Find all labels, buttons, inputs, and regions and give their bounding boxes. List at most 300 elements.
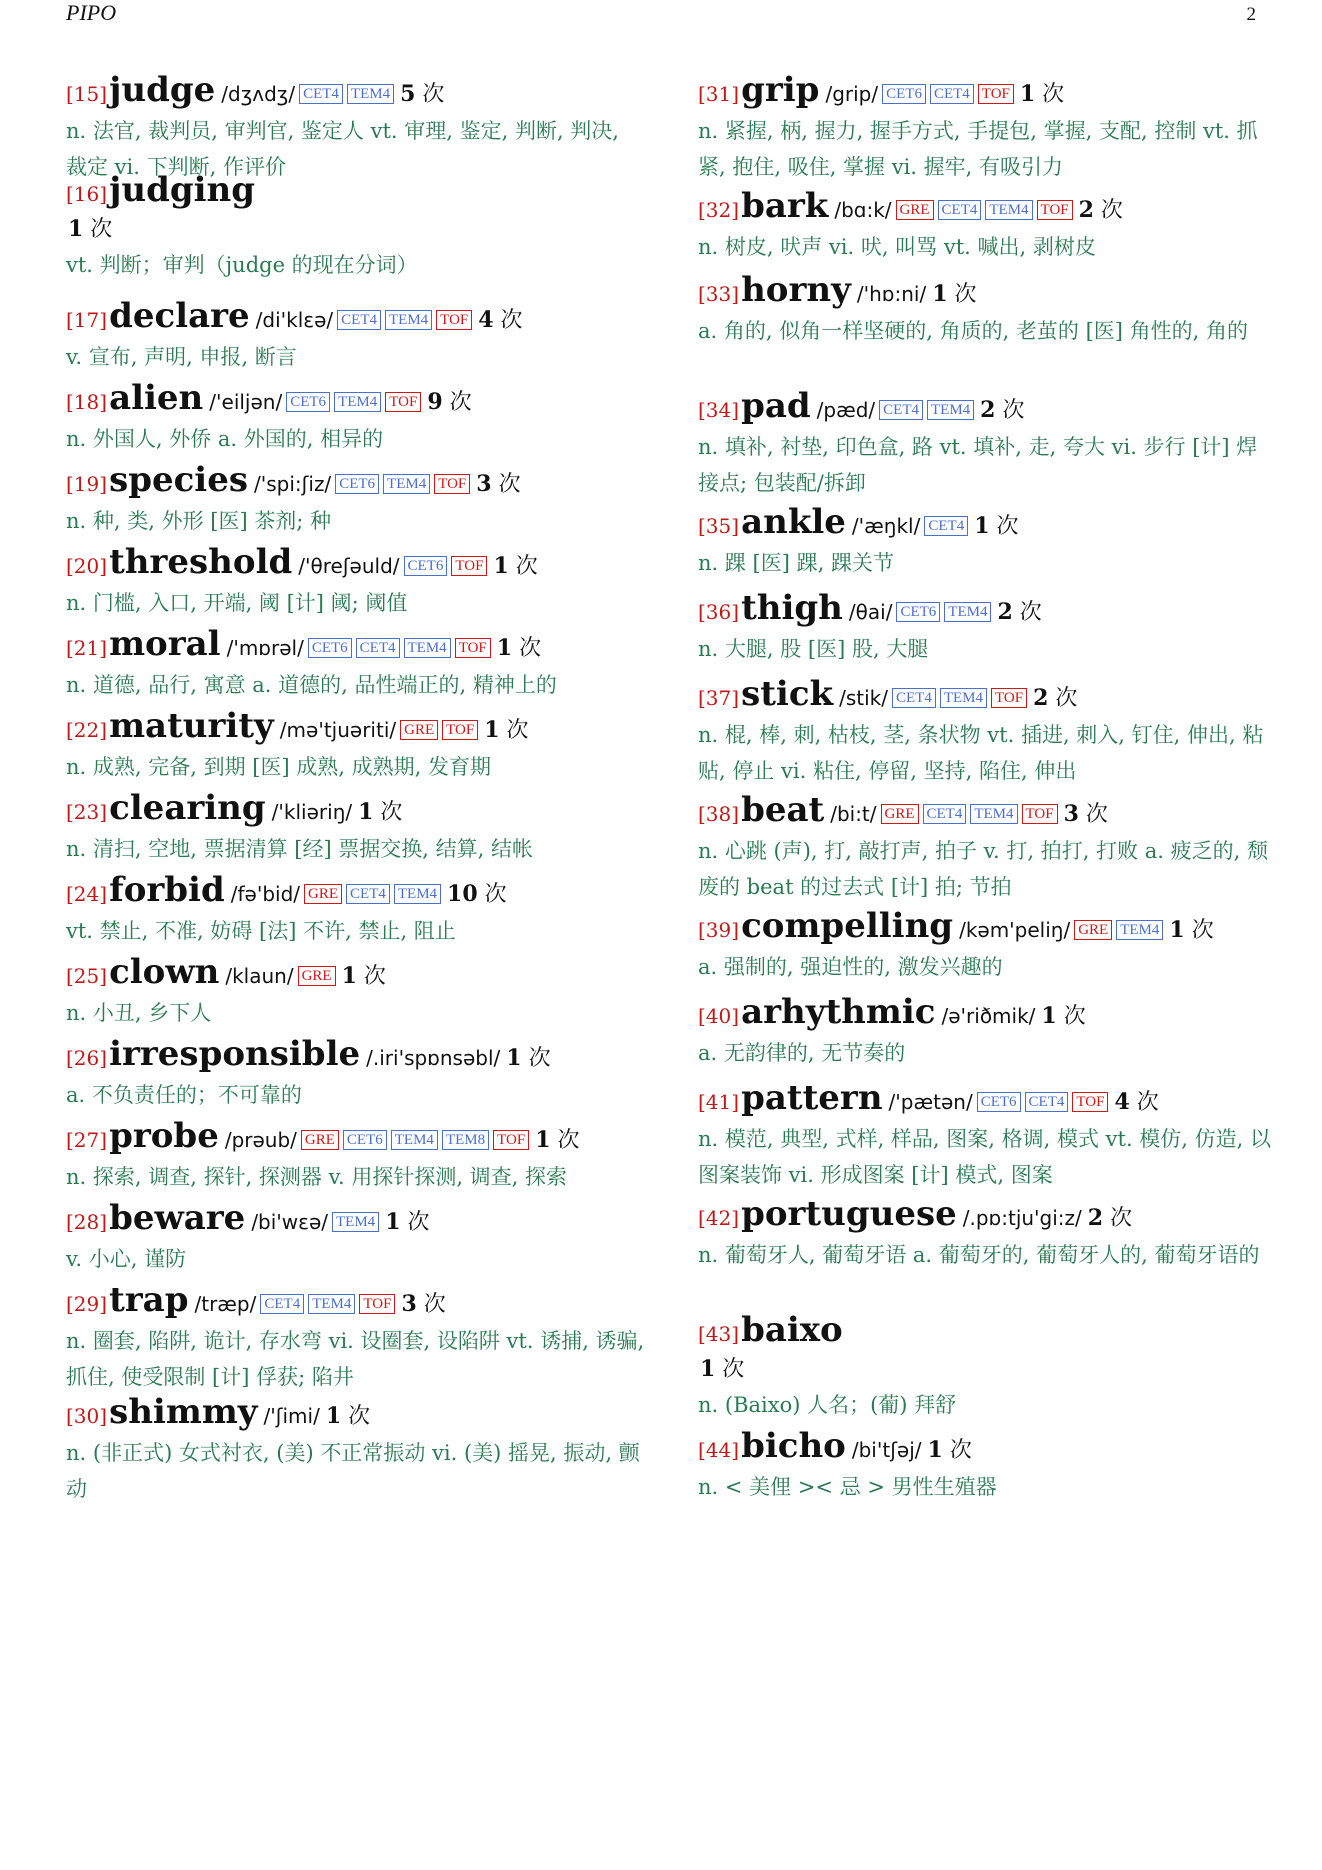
exam-tag: CET4 [892, 688, 936, 708]
definition: a. 无韵律的, 无节奏的 [698, 1041, 906, 1065]
exam-tag: TEM4 [332, 1212, 379, 1232]
frequency-unit: 次 [373, 800, 403, 825]
exam-tag: TOF [359, 1294, 395, 1314]
entry-header [66, 172, 646, 212]
definition: n. 道德, 品行, 寓意 a. 道德的, 品性端正的, 精神上的 [66, 673, 557, 697]
word-entry [698, 72, 1278, 185]
entry-index: [34] [698, 398, 740, 422]
entry-header [66, 72, 646, 113]
entry-index: [18] [66, 390, 108, 414]
headword: clearing [109, 788, 266, 828]
exam-tag: TOF [434, 474, 470, 494]
headword: trap [109, 1280, 189, 1320]
definition: n. 心跳 (声), 打, 敲打声, 拍子 v. 打, 拍打, 打败 a. 疲乏的, 颓废的 beat 的过去式 [计] 拍; 节拍 [698, 839, 1268, 899]
frequency-number: 1 [974, 513, 990, 539]
exam-tag: CET4 [356, 638, 400, 658]
headword: shimmy [109, 1392, 258, 1432]
frequency-count [1033, 680, 1077, 717]
entry-header [698, 1196, 1278, 1237]
entry-index: [26] [66, 1046, 108, 1070]
headword: pattern [741, 1078, 883, 1118]
word-entry [698, 590, 1278, 667]
frequency-unit: 次 [550, 1128, 580, 1153]
frequency-number: 1 [506, 1045, 522, 1071]
definition: n. 紧握, 柄, 握力, 握手方式, 手提包, 掌握, 支配, 控制 vt. 抓紧, 抱住, 吸住, 掌握 vi. 握牢, 有吸引力 [698, 119, 1258, 179]
frequency-count [427, 384, 471, 421]
frequency-count [1064, 796, 1108, 833]
exam-tag: CET4 [923, 804, 967, 824]
entry-header [698, 908, 1278, 949]
phonetic: /'spi:ʃiz/ [254, 472, 332, 496]
definition: n. < 美俚 >< 忌 > 男性生殖器 [698, 1475, 997, 1499]
entry-index: [33] [698, 282, 740, 306]
headword: arhythmic [741, 992, 936, 1032]
frequency-number: 1 [1019, 81, 1036, 107]
phonetic: /'æŋkl/ [851, 514, 921, 538]
exam-tag: TEM4 [383, 474, 430, 494]
word-entry [66, 954, 646, 1031]
exam-tag: CET4 [1025, 1092, 1069, 1112]
frequency-count [68, 217, 112, 242]
frequency-unit: 次 [477, 882, 507, 907]
exam-tag: CET6 [977, 1092, 1021, 1112]
definition: v. 小心, 谨防 [66, 1247, 187, 1271]
headword: judge [109, 70, 216, 110]
frequency-unit: 次 [715, 1357, 745, 1382]
headword: judging [109, 170, 256, 210]
exam-tag: CET6 [404, 556, 448, 576]
word-entry [698, 1196, 1278, 1273]
exam-tag: CET6 [308, 638, 352, 658]
entry-header [698, 792, 1278, 833]
entry-header [66, 1036, 646, 1077]
phonetic: /'hɒ:ni/ [856, 282, 927, 306]
frequency-count [484, 712, 528, 749]
definition: n. 棍, 棒, 刺, 枯枝, 茎, 条状物 vt. 插进, 刺入, 钉住, 伸出, 粘贴, 停止 vi. 粘住, 停留, 坚持, 陷住, 伸出 [698, 723, 1264, 783]
phonetic: /kəm'peliŋ/ [959, 918, 1071, 942]
frequency-count [358, 794, 402, 831]
phonetic: /fə'bid/ [230, 882, 301, 906]
exam-tag: GRE [881, 804, 919, 824]
phonetic: /klaun/ [225, 964, 294, 988]
phonetic: /bɑ:k/ [834, 198, 892, 222]
frequency-unit: 次 [493, 308, 523, 333]
frequency-number: 4 [1114, 1089, 1130, 1115]
entry-header [698, 388, 1278, 429]
frequency-number: 1 [700, 1356, 716, 1382]
exam-tag: TOF [455, 638, 491, 658]
word-entry [698, 188, 1278, 265]
entry-header [698, 994, 1278, 1035]
frequency-count [326, 1398, 370, 1435]
definition: n. 小丑, 乡下人 [66, 1001, 212, 1025]
phonetic: /ə'riðmik/ [941, 1004, 1036, 1028]
entry-index: [36] [698, 600, 740, 624]
frequency-number: 1 [493, 553, 509, 579]
definition: a. 强制的, 强迫性的, 激发兴趣的 [698, 955, 1003, 979]
exam-tag: TEM4 [334, 392, 381, 412]
phonetic: /di'klεə/ [255, 308, 334, 332]
phonetic: /mə'tjuəriti/ [279, 718, 397, 742]
entry-index: [41] [698, 1090, 740, 1114]
frequency-number: 10 [447, 881, 478, 907]
exam-tag: CET4 [260, 1294, 304, 1314]
frequency-number: 5 [400, 81, 416, 107]
headword: thigh [741, 588, 843, 628]
exam-tag: CET4 [879, 400, 923, 420]
word-entry [698, 792, 1278, 905]
phonetic: /'mɒrəl/ [226, 636, 304, 660]
frequency-number: 1 [535, 1127, 551, 1153]
frequency-count [997, 594, 1041, 631]
exam-tag: TEM4 [404, 638, 451, 658]
frequency-unit: 次 [442, 390, 472, 415]
headword: maturity [109, 706, 274, 746]
exam-tag: CET4 [924, 516, 968, 536]
headword: compelling [741, 906, 954, 946]
entry-index: [44] [698, 1438, 740, 1462]
frequency-unit: 次 [1012, 600, 1042, 625]
definition: a. 角的, 似角一样坚硬的, 角质的, 老茧的 [医] 角性的, 角的 [698, 319, 1249, 343]
definition: n. 种, 类, 外形 [医] 茶剂; 种 [66, 509, 332, 533]
word-entry [66, 708, 646, 785]
entry-index: [28] [66, 1210, 108, 1234]
frequency-count [535, 1122, 579, 1159]
phonetic: /'pætən/ [888, 1090, 973, 1114]
page-header-title: PIPO [66, 0, 117, 25]
entry-index: [16] [66, 182, 108, 206]
definition: n. (非正式) 女式衬衣, (美) 不正常振动 vi. (美) 摇晃, 振动, 颤动 [66, 1441, 640, 1501]
frequency-unit: 次 [995, 398, 1025, 423]
entry-header [698, 1428, 1278, 1469]
word-entry [66, 544, 646, 621]
exam-tag: CET4 [299, 84, 343, 104]
headword: moral [109, 624, 221, 664]
entry-index: [15] [66, 82, 108, 106]
exam-tag: TOF [978, 84, 1014, 104]
frequency-number: 1 [1169, 917, 1185, 943]
frequency-count [478, 302, 522, 339]
word-entry [66, 790, 646, 867]
word-entry [66, 872, 646, 949]
exam-tag: CET4 [346, 884, 390, 904]
definition: n. 法官, 裁判员, 审判官, 鉴定人 vt. 审理, 鉴定, 判断, 判决, 裁定 vi. 下判断, 作评价 [66, 119, 619, 179]
exam-tag: GRE [301, 1130, 339, 1150]
frequency-count [506, 1040, 550, 1077]
frequency-unit: 次 [989, 514, 1019, 539]
frequency-unit: 次 [1093, 198, 1123, 223]
frequency-unit: 次 [1184, 918, 1214, 943]
phonetic: /'θreʃəuld/ [298, 554, 400, 578]
definition: n. 清扫, 空地, 票据清算 [经] 票据交换, 结算, 结帐 [66, 837, 534, 861]
exam-tag: TEM4 [308, 1294, 355, 1314]
frequency-number: 1 [341, 963, 357, 989]
phonetic: /.iri'spɒnsəbl/ [366, 1046, 501, 1070]
exam-tag: CET4 [938, 200, 982, 220]
definition: n. 外国人, 外侨 a. 外国的, 相异的 [66, 427, 384, 451]
frequency-number: 3 [401, 1291, 417, 1317]
frequency-number: 1 [385, 1209, 401, 1235]
word-entry [66, 1036, 646, 1113]
phonetic: /bi'wεə/ [251, 1210, 329, 1234]
frequency-unit: 次 [416, 1292, 446, 1317]
exam-tag: CET6 [882, 84, 926, 104]
entry-header [66, 708, 646, 749]
frequency-unit: 次 [400, 1210, 430, 1235]
entry-header [698, 590, 1278, 631]
entry-header [66, 1394, 646, 1435]
word-entry [698, 1428, 1278, 1505]
frequency-number: 1 [484, 717, 500, 743]
entry-header [66, 1282, 646, 1323]
frequency-unit: 次 [83, 217, 113, 242]
exam-tag: TEM8 [442, 1130, 489, 1150]
definition: n. 树皮, 吠声 vi. 吠, 叫骂 vt. 喊出, 剥树皮 [698, 235, 1096, 259]
headword: beware [109, 1198, 246, 1238]
frequency-number: 3 [1063, 801, 1079, 827]
exam-tag: GRE [400, 720, 438, 740]
entry-index: [35] [698, 514, 740, 538]
exam-tag: TEM4 [1116, 920, 1163, 940]
word-entry [698, 504, 1278, 581]
frequency-unit: 次 [508, 554, 538, 579]
phonetic: /bi:t/ [830, 802, 877, 826]
frequency-count [385, 1204, 429, 1241]
headword: bark [741, 186, 829, 226]
entry-index: [19] [66, 472, 108, 496]
frequency-count [476, 466, 520, 503]
frequency-number: 1 [932, 281, 948, 307]
headword: irresponsible [109, 1034, 361, 1074]
frequency-count [932, 276, 976, 313]
frequency-unit: 次 [499, 718, 529, 743]
frequency-unit: 次 [947, 282, 977, 307]
exam-tag: TOF [991, 688, 1027, 708]
headword: stick [741, 674, 834, 714]
entry-header [66, 872, 646, 913]
headword: ankle [741, 502, 846, 542]
exam-tag: GRE [1074, 920, 1112, 940]
frequency-count [928, 1432, 972, 1469]
phonetic: /θai/ [848, 600, 893, 624]
frequency-count [1041, 998, 1085, 1035]
entry-header [66, 790, 646, 831]
exam-tag: TEM4 [927, 400, 974, 420]
entry-index: [20] [66, 554, 108, 578]
exam-tag: TEM4 [970, 804, 1017, 824]
frequency-unit: 次 [356, 964, 386, 989]
entry-index: [37] [698, 686, 740, 710]
phonetic: /grip/ [825, 82, 879, 106]
exam-tag: GRE [298, 966, 336, 986]
frequency-count [1079, 192, 1123, 229]
entry-header [698, 188, 1278, 229]
exam-tag: TEM4 [944, 602, 991, 622]
exam-tag: TOF [1022, 804, 1058, 824]
entry-index: [31] [698, 82, 740, 106]
definition: n. 模范, 典型, 式样, 样品, 图案, 格调, 模式 vt. 模仿, 仿造, 以图案装饰 vi. 形成图案 [计] 模式, 图案 [698, 1127, 1272, 1187]
definition: n. 探索, 调查, 探针, 探测器 v. 用探针探测, 调查, 探索 [66, 1165, 568, 1189]
entry-header [66, 1200, 646, 1241]
entry-header [66, 954, 646, 995]
exam-tag: TOF [385, 392, 421, 412]
entry-index: [39] [698, 918, 740, 942]
phonetic: /prəub/ [224, 1128, 297, 1152]
headword: species [109, 460, 249, 500]
entry-header [698, 272, 1278, 313]
headword: threshold [109, 542, 293, 582]
frequency-number: 2 [1087, 1205, 1104, 1231]
entry-header [698, 72, 1278, 113]
word-entry [698, 908, 1278, 985]
phonetic: /pæd/ [816, 398, 876, 422]
frequency-count [342, 958, 386, 995]
frequency-line [66, 212, 646, 247]
frequency-unit: 次 [942, 1438, 972, 1463]
exam-tag: CET4 [930, 84, 974, 104]
frequency-number: 1 [927, 1437, 943, 1463]
phonetic: /dʒʌdʒ/ [221, 82, 296, 106]
frequency-number: 1 [68, 216, 84, 242]
headword: grip [741, 70, 820, 110]
headword: bicho [741, 1426, 846, 1466]
headword: alien [109, 378, 204, 418]
frequency-count [980, 392, 1024, 429]
frequency-number: 2 [980, 397, 996, 423]
definition: n. 大腿, 股 [医] 股, 大腿 [698, 637, 929, 661]
frequency-unit: 次 [1056, 1004, 1086, 1029]
entry-header [66, 544, 646, 585]
phonetic: /'ʃimi/ [263, 1404, 320, 1428]
word-entry [66, 298, 646, 375]
entry-header [66, 1118, 646, 1159]
exam-tag: TEM4 [385, 310, 432, 330]
entry-index: [30] [66, 1404, 108, 1428]
exam-tag: TOF [436, 310, 472, 330]
headword: pad [741, 386, 811, 426]
frequency-unit: 次 [1035, 82, 1065, 107]
frequency-number: 1 [358, 799, 374, 825]
exam-tag: TEM4 [940, 688, 987, 708]
definition: n. 踝 [医] 踝, 踝关节 [698, 551, 894, 575]
definition: vt. 判断；审判（judge 的现在分词） [66, 253, 418, 277]
frequency-count [447, 876, 507, 913]
exam-tag: TOF [1072, 1092, 1108, 1112]
word-entry [66, 626, 646, 703]
definition: n. 门槛, 入口, 开端, 阈 [计] 阈; 阈值 [66, 591, 408, 615]
exam-tag: TOF [442, 720, 478, 740]
word-entry [66, 1200, 646, 1277]
headword: probe [109, 1116, 219, 1156]
entry-header [698, 504, 1278, 545]
entry-header [66, 298, 646, 339]
page-number: 2 [1246, 4, 1256, 25]
definition: a. 不负责任的；不可靠的 [66, 1083, 302, 1107]
frequency-count [974, 508, 1018, 545]
exam-tag: CET6 [286, 392, 330, 412]
frequency-count [1088, 1200, 1132, 1237]
entry-index: [42] [698, 1206, 740, 1230]
definition: n. (Baixo) 人名；(葡) 拜舒 [698, 1393, 957, 1417]
entry-index: [27] [66, 1128, 108, 1152]
frequency-count [1114, 1084, 1158, 1121]
entry-header [698, 1080, 1278, 1121]
frequency-unit: 次 [521, 1046, 551, 1071]
frequency-number: 2 [997, 599, 1013, 625]
word-entry [698, 994, 1278, 1071]
word-entry [698, 676, 1278, 789]
entry-header [698, 676, 1278, 717]
entry-header [698, 1312, 1278, 1352]
definition: n. 圈套, 陷阱, 诡计, 存水弯 vi. 设圈套, 设陷阱 vt. 诱捕, 诱骗, 抓住, 使受限制 [计] 俘获; 陷井 [66, 1329, 645, 1389]
word-entry [698, 1080, 1278, 1193]
word-entry [66, 380, 646, 457]
entry-header [66, 626, 646, 667]
phonetic: /stik/ [839, 686, 888, 710]
headword: declare [109, 296, 250, 336]
exam-tag: GRE [304, 884, 342, 904]
word-entry [698, 1312, 1278, 1423]
exam-tag: CET4 [337, 310, 381, 330]
frequency-count [497, 630, 541, 667]
frequency-number: 4 [478, 307, 494, 333]
entry-index: [22] [66, 718, 108, 742]
definition: n. 葡萄牙人, 葡萄牙语 a. 葡萄牙的, 葡萄牙人的, 葡萄牙语的 [698, 1243, 1260, 1267]
entry-index: [32] [698, 198, 740, 222]
exam-tag: GRE [896, 200, 934, 220]
entry-index: [17] [66, 308, 108, 332]
exam-tag: CET6 [335, 474, 379, 494]
frequency-number: 2 [1078, 197, 1094, 223]
definition: n. 成熟, 完备, 到期 [医] 成熟, 成熟期, 发育期 [66, 755, 492, 779]
frequency-number: 2 [1033, 685, 1049, 711]
frequency-number: 1 [1041, 1003, 1057, 1029]
entry-index: [23] [66, 800, 108, 824]
exam-tag: TEM4 [394, 884, 441, 904]
exam-tag: TOF [493, 1130, 529, 1150]
frequency-number: 1 [496, 635, 513, 661]
definition: vt. 禁止, 不准, 妨碍 [法] 不许, 禁止, 阻止 [66, 919, 456, 943]
frequency-count [700, 1357, 744, 1382]
entry-index: [29] [66, 1292, 108, 1316]
frequency-unit: 次 [1129, 1090, 1159, 1115]
entry-index: [24] [66, 882, 108, 906]
phonetic: /'eiljən/ [209, 390, 283, 414]
entry-index: [40] [698, 1004, 740, 1028]
phonetic: /'kliəriŋ/ [271, 800, 353, 824]
word-entry [66, 1282, 646, 1395]
headword: horny [741, 270, 851, 310]
word-entry [66, 72, 646, 185]
frequency-unit: 次 [415, 82, 445, 107]
headword: portuguese [741, 1194, 957, 1234]
frequency-count [401, 1286, 445, 1323]
entry-index: [25] [66, 964, 108, 988]
word-entry [66, 172, 646, 283]
frequency-unit: 次 [512, 636, 542, 661]
phonetic: /træp/ [194, 1292, 257, 1316]
frequency-number: 3 [476, 471, 492, 497]
frequency-count [493, 548, 537, 585]
headword: beat [741, 790, 825, 830]
exam-tag: CET6 [343, 1130, 387, 1150]
frequency-count [1020, 76, 1064, 113]
entry-index: [43] [698, 1322, 740, 1346]
entry-header [66, 380, 646, 421]
exam-tag: TOF [451, 556, 487, 576]
frequency-unit: 次 [1048, 686, 1078, 711]
headword: forbid [109, 870, 225, 910]
